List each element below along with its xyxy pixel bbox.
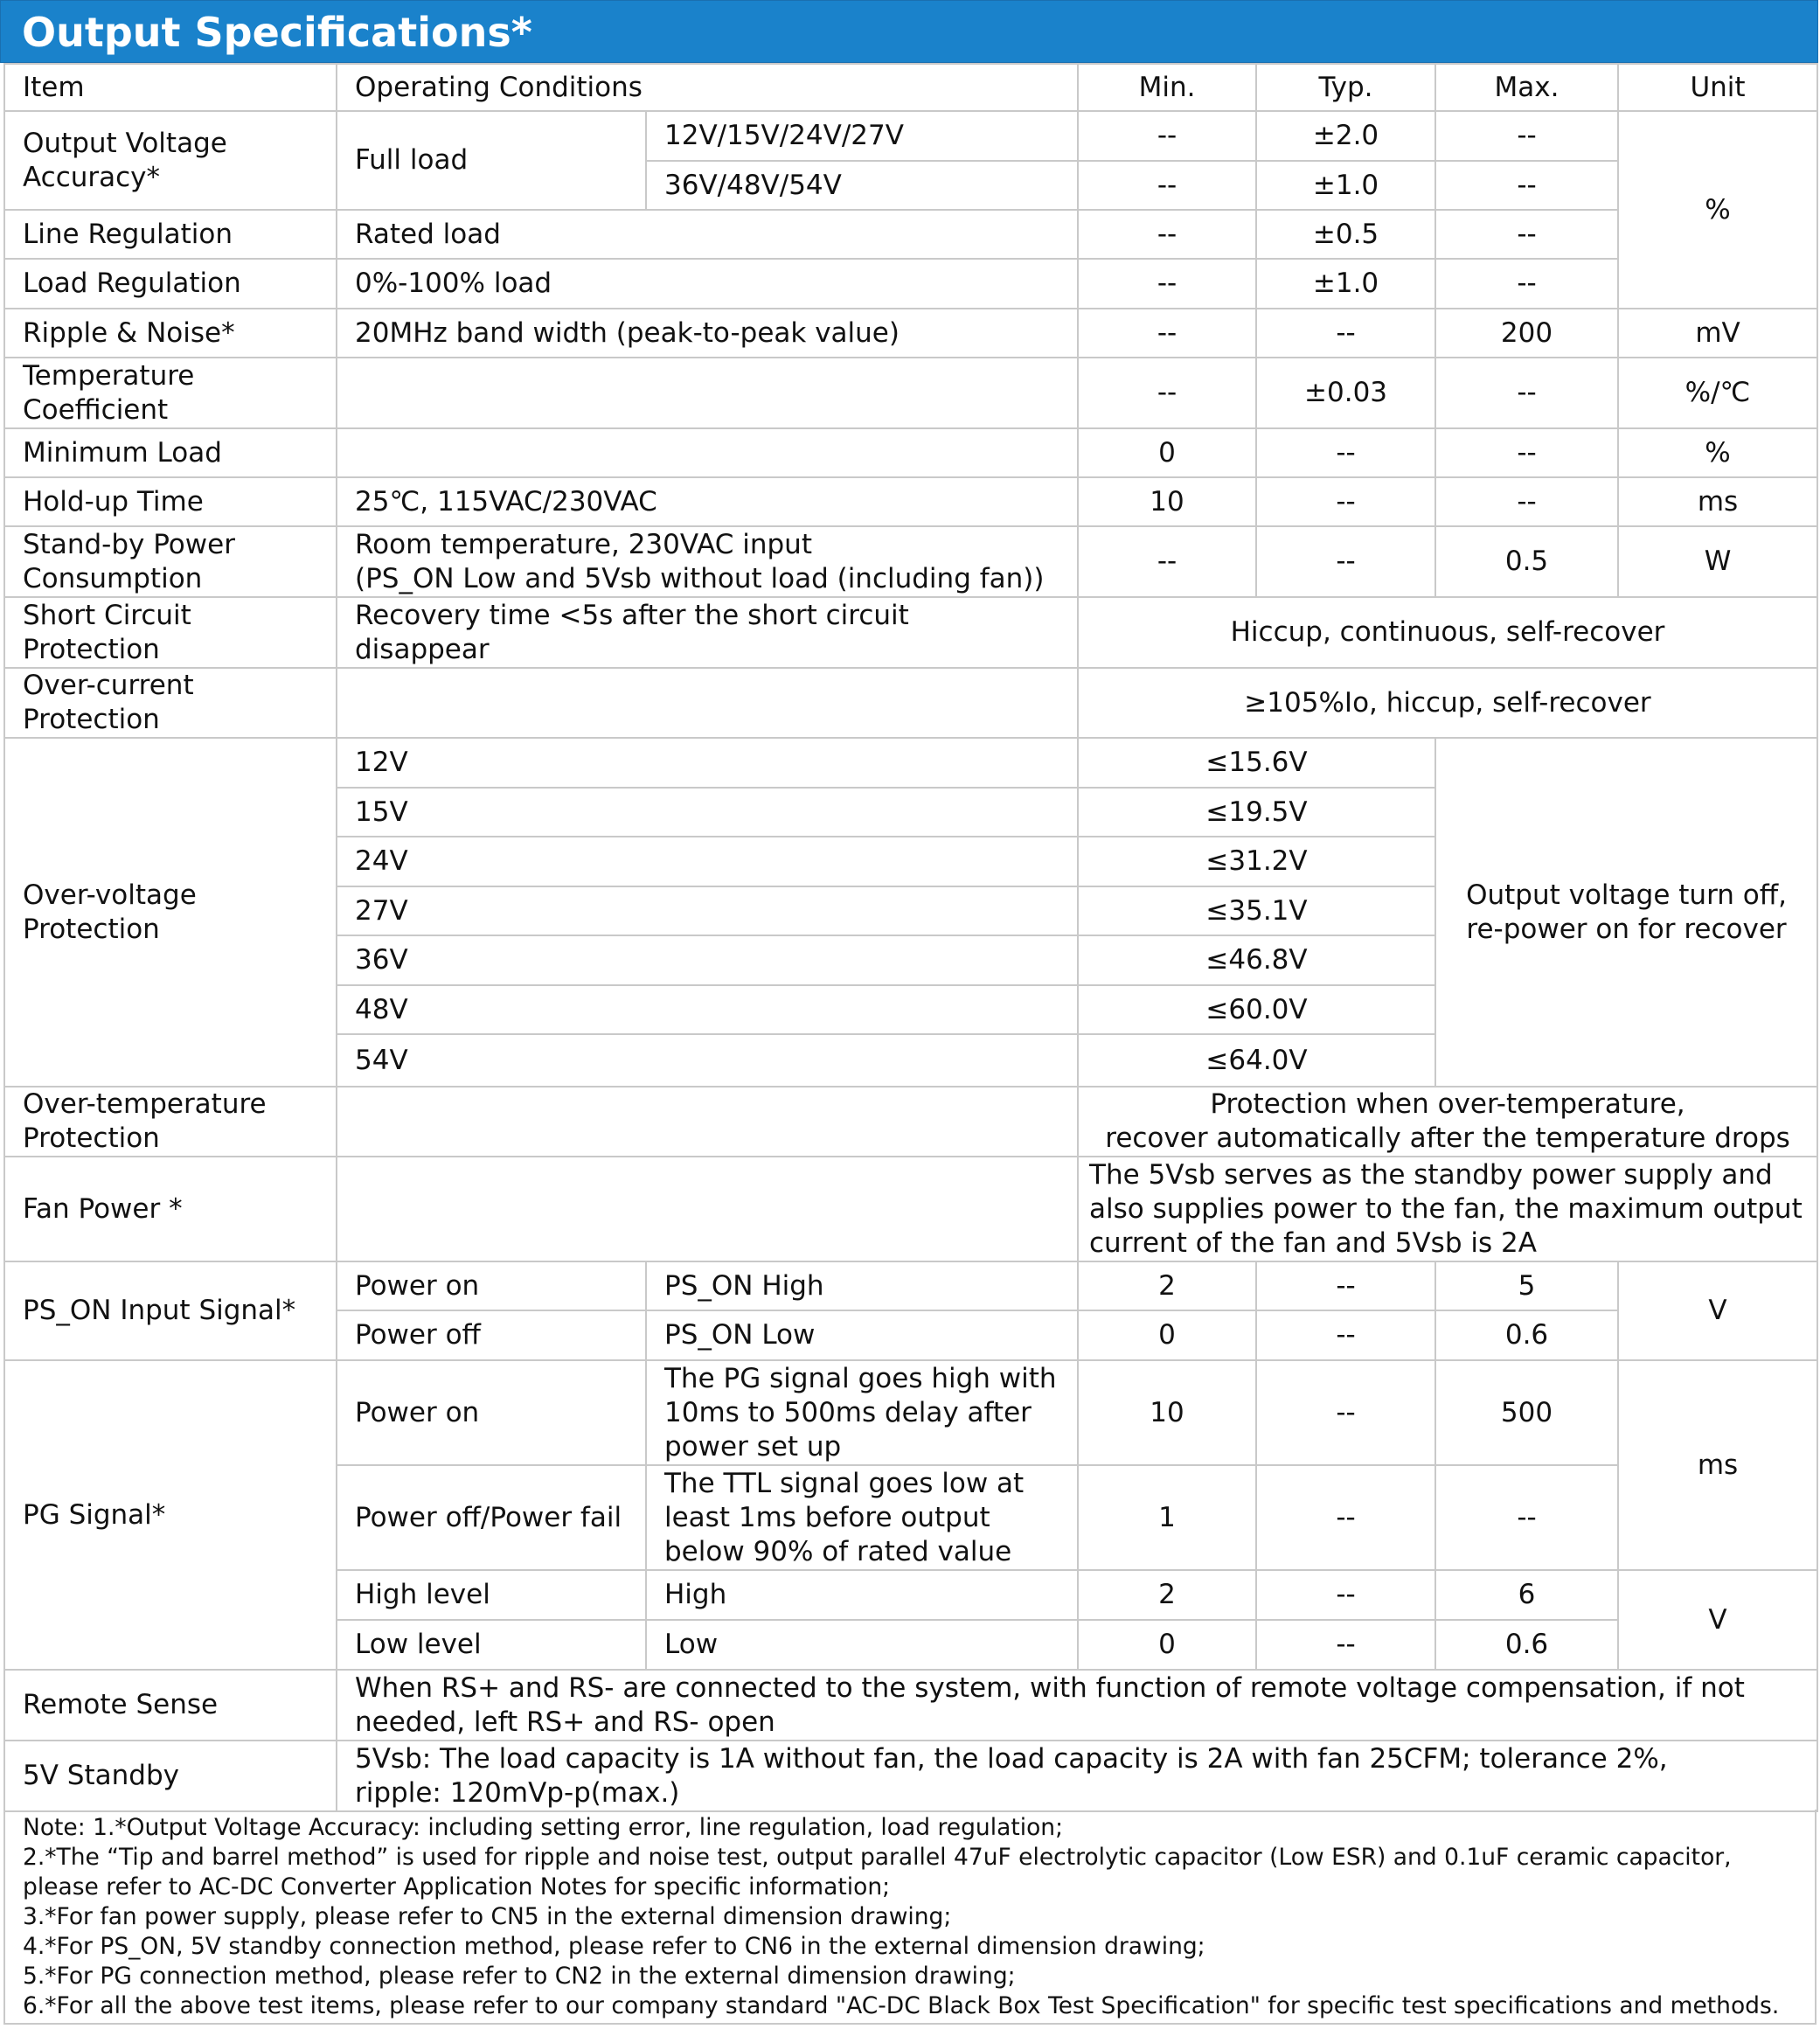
- typ-value: ±0.03: [1256, 358, 1435, 428]
- unit-value: W: [1618, 526, 1817, 597]
- unit-percent: %: [1618, 111, 1817, 309]
- item-minimum-load: Minimum Load: [4, 428, 337, 477]
- header-max: Max.: [1435, 64, 1618, 111]
- unit-volts: V: [1618, 1570, 1817, 1670]
- max-value: --: [1435, 161, 1618, 210]
- cond-high: High: [646, 1570, 1078, 1620]
- ovp-action: Output voltage turn off, re-power on for recover: [1435, 738, 1817, 1087]
- typ-value: --: [1256, 1465, 1435, 1570]
- typ-value: --: [1256, 1261, 1435, 1310]
- min-value: 10: [1078, 1360, 1256, 1465]
- typ-value: --: [1256, 1570, 1435, 1620]
- cond-bandwidth: 20MHz band width (peak-to-peak value): [337, 309, 1078, 358]
- cond-low: Low: [646, 1620, 1078, 1670]
- output-spec-table: [3, 63, 1818, 1812]
- max-value: 5: [1435, 1261, 1618, 1310]
- item-line-regulation: Line Regulation: [4, 210, 337, 259]
- protection-value: [1078, 1087, 1817, 1157]
- note-line: 3.*For fan power supply, please refer to CN5 in the external dimension drawing;: [23, 1903, 952, 1930]
- table-row: [4, 358, 1817, 428]
- typ-value: ±1.0: [1256, 259, 1435, 309]
- table-row: [4, 738, 1817, 788]
- cond-high-level: High level: [337, 1570, 646, 1620]
- cond-power-on: Power on: [337, 1261, 646, 1310]
- remote-sense-value: When RS+ and RS- are connected to the system, with function of remote voltage compensation, if not needed, left RS+ and RS- open: [337, 1670, 1817, 1741]
- typ-value: --: [1256, 428, 1435, 477]
- cond-power-on: Power on: [337, 1360, 646, 1465]
- unit-ms: ms: [1618, 1360, 1817, 1570]
- table-row: [4, 477, 1817, 526]
- cond-ps-on-low: PS_ON Low: [646, 1310, 1078, 1360]
- item-pg-signal: PG Signal*: [4, 1360, 337, 1670]
- table-row: [4, 597, 1817, 668]
- otp-line-1: Protection when over-temperature,: [1210, 1088, 1685, 1120]
- typ-value: --: [1256, 1310, 1435, 1360]
- table-row: [4, 1360, 1817, 1465]
- ovp-voltage: 36V: [337, 935, 1078, 985]
- fan-power-value: The 5Vsb serves as the standby power supply and also supplies power to the fan, the maximum output current of the fan and 5Vsb is 2A: [1078, 1157, 1817, 1261]
- title-bar: [0, 0, 1818, 63]
- cond-load-range: 0%-100% load: [337, 259, 1078, 309]
- 5v-standby-line-1: 5Vsb: The load capacity is 1A without fan, the load capacity is 2A with fan 25CFM; tolerance 2%,: [355, 1742, 1668, 1775]
- note-line: 5.*For PG connection method, please refer to CN2 in the external dimension drawing;: [23, 1963, 1016, 1990]
- unit-value: ms: [1618, 477, 1817, 526]
- min-value: --: [1078, 161, 1256, 210]
- cond-empty: [337, 1087, 1078, 1157]
- table-row: [4, 309, 1817, 358]
- table-row: [4, 1741, 1817, 1811]
- table-row: [4, 1157, 1817, 1261]
- typ-value: --: [1256, 1620, 1435, 1670]
- protection-value: ≥105%Io, hiccup, self-recover: [1078, 668, 1817, 738]
- cond-empty: [337, 668, 1078, 738]
- cond-ttl-low-desc: The TTL signal goes low at least 1ms before output below 90% of rated value: [646, 1465, 1078, 1570]
- note-line: 2.*The “Tip and barrel method” is used for ripple and noise test, output parallel 47uF electrolytic capacitor (Low ESR) and 0.1uF ceramic capacitor, please refer to AC-DC Converter Application Notes for specific information;: [23, 1844, 1732, 1900]
- ovp-limit: ≤19.5V: [1078, 788, 1435, 837]
- header-unit: Unit: [1618, 64, 1817, 111]
- cond-rated-load: Rated load: [337, 210, 1078, 259]
- item-5v-standby: 5V Standby: [4, 1741, 337, 1811]
- min-value: 0: [1078, 1620, 1256, 1670]
- max-value: 0.6: [1435, 1310, 1618, 1360]
- typ-value: ±0.5: [1256, 210, 1435, 259]
- ovp-limit: ≤35.1V: [1078, 886, 1435, 935]
- typ-value: --: [1256, 309, 1435, 358]
- table-row: [4, 1670, 1817, 1741]
- item-over-temperature-protection: Over-temperature Protection: [4, 1087, 337, 1157]
- cond-low-level: Low level: [337, 1620, 646, 1670]
- item-standby-power: Stand-by Power Consumption: [4, 526, 337, 597]
- table-row: [4, 1261, 1817, 1310]
- min-value: --: [1078, 309, 1256, 358]
- ovp-voltage: 27V: [337, 886, 1078, 935]
- cond-voltage-group-1: 12V/15V/24V/27V: [646, 111, 1078, 161]
- typ-value: ±2.0: [1256, 111, 1435, 161]
- header-conditions: Operating Conditions: [337, 64, 1078, 111]
- table-header-row: [4, 64, 1817, 111]
- item-over-current-protection: Over-current Protection: [4, 668, 337, 738]
- typ-value: --: [1256, 526, 1435, 597]
- max-value: --: [1435, 428, 1618, 477]
- unit-value: mV: [1618, 309, 1817, 358]
- header-item: Item: [4, 64, 337, 111]
- otp-line-2: recover automatically after the temperature drops: [1105, 1122, 1790, 1154]
- ovp-limit: ≤64.0V: [1078, 1034, 1435, 1087]
- ovp-limit: ≤46.8V: [1078, 935, 1435, 985]
- ovp-voltage: 24V: [337, 837, 1078, 886]
- cond-power-off: Power off: [337, 1310, 646, 1360]
- 5v-standby-line-2: ripple: 120mVp-p(max.): [355, 1776, 680, 1809]
- cond-recovery-time: Recovery time <5s after the short circuit disappear: [337, 597, 1078, 668]
- max-value: --: [1435, 477, 1618, 526]
- min-value: 1: [1078, 1465, 1256, 1570]
- table-row: [4, 210, 1817, 259]
- min-value: 2: [1078, 1570, 1256, 1620]
- table-row: [4, 1087, 1817, 1157]
- max-value: --: [1435, 111, 1618, 161]
- table-row: [4, 428, 1817, 477]
- cond-line-2: (PS_ON Low and 5Vsb without load (including fan)): [355, 562, 1045, 594]
- ovp-limit: ≤15.6V: [1078, 738, 1435, 788]
- cond-ps-on-high: PS_ON High: [646, 1261, 1078, 1310]
- item-hold-up-time: Hold-up Time: [4, 477, 337, 526]
- unit-value: %/℃: [1618, 358, 1817, 428]
- ovp-voltage: 48V: [337, 985, 1078, 1034]
- ovp-limit: ≤31.2V: [1078, 837, 1435, 886]
- cond-voltage-group-2: 36V/48V/54V: [646, 161, 1078, 210]
- item-temperature-coefficient: Temperature Coefficient: [4, 358, 337, 428]
- ovp-voltage: 15V: [337, 788, 1078, 837]
- table-row: [4, 111, 1817, 161]
- max-value: 0.6: [1435, 1620, 1618, 1670]
- cond-pg-high-desc: The PG signal goes high with 10ms to 500ms delay after power set up: [646, 1360, 1078, 1465]
- header-min: Min.: [1078, 64, 1256, 111]
- cond-standby: [337, 526, 1078, 597]
- cond-power-fail: Power off/Power fail: [337, 1465, 646, 1570]
- cond-line-1: Room temperature, 230VAC input: [355, 528, 812, 560]
- ovp-voltage: 12V: [337, 738, 1078, 788]
- min-value: --: [1078, 259, 1256, 309]
- cond-empty: [337, 358, 1078, 428]
- note-line: 4.*For PS_ON, 5V standby connection method, please refer to CN6 in the external dimension drawing;: [23, 1933, 1205, 1960]
- ovp-voltage: 54V: [337, 1034, 1078, 1087]
- cond-full-load: Full load: [337, 111, 646, 210]
- min-value: 0: [1078, 428, 1256, 477]
- max-value: 200: [1435, 309, 1618, 358]
- min-value: --: [1078, 526, 1256, 597]
- typ-value: --: [1256, 1360, 1435, 1465]
- item-fan-power: Fan Power *: [4, 1157, 337, 1261]
- min-value: 10: [1078, 477, 1256, 526]
- typ-value: --: [1256, 477, 1435, 526]
- typ-value: ±1.0: [1256, 161, 1435, 210]
- min-value: --: [1078, 111, 1256, 161]
- table-row: [4, 668, 1817, 738]
- cond-empty: [337, 428, 1078, 477]
- item-remote-sense: Remote Sense: [4, 1670, 337, 1741]
- max-value: --: [1435, 210, 1618, 259]
- note-line: Note: 1.*Output Voltage Accuracy: including setting error, line regulation, load regulation;: [23, 1814, 1064, 1841]
- min-value: --: [1078, 358, 1256, 428]
- unit-value: %: [1618, 428, 1817, 477]
- unit-volts: V: [1618, 1261, 1817, 1360]
- max-value: --: [1435, 1465, 1618, 1570]
- cond-holdup: 25℃, 115VAC/230VAC: [337, 477, 1078, 526]
- max-value: --: [1435, 259, 1618, 309]
- cond-empty: [337, 1157, 1078, 1261]
- item-load-regulation: Load Regulation: [4, 259, 337, 309]
- table-row: [4, 259, 1817, 309]
- max-value: 6: [1435, 1570, 1618, 1620]
- table-row: [4, 526, 1817, 597]
- item-ps-on-input-signal: PS_ON Input Signal*: [4, 1261, 337, 1360]
- min-value: 2: [1078, 1261, 1256, 1310]
- min-value: 0: [1078, 1310, 1256, 1360]
- item-ripple-noise: Ripple & Noise*: [4, 309, 337, 358]
- item-over-voltage-protection: Over-voltage Protection: [4, 738, 337, 1087]
- ovp-limit: ≤60.0V: [1078, 985, 1435, 1034]
- protection-value: Hiccup, continuous, self-recover: [1078, 597, 1817, 668]
- max-value: 500: [1435, 1360, 1618, 1465]
- max-value: 0.5: [1435, 526, 1618, 597]
- max-value: --: [1435, 358, 1618, 428]
- item-output-voltage-accuracy: Output Voltage Accuracy*: [4, 111, 337, 210]
- page-title: Output Specifications*: [22, 9, 532, 56]
- header-typ: Typ.: [1256, 64, 1435, 111]
- notes-section: [3, 1810, 1817, 2025]
- item-short-circuit-protection: Short Circuit Protection: [4, 597, 337, 668]
- 5v-standby-value: [337, 1741, 1817, 1811]
- min-value: --: [1078, 210, 1256, 259]
- note-line: 6.*For all the above test items, please refer to our company standard "AC-DC Black Box Test Specification" for specific test specifications and methods.: [23, 1992, 1780, 2019]
